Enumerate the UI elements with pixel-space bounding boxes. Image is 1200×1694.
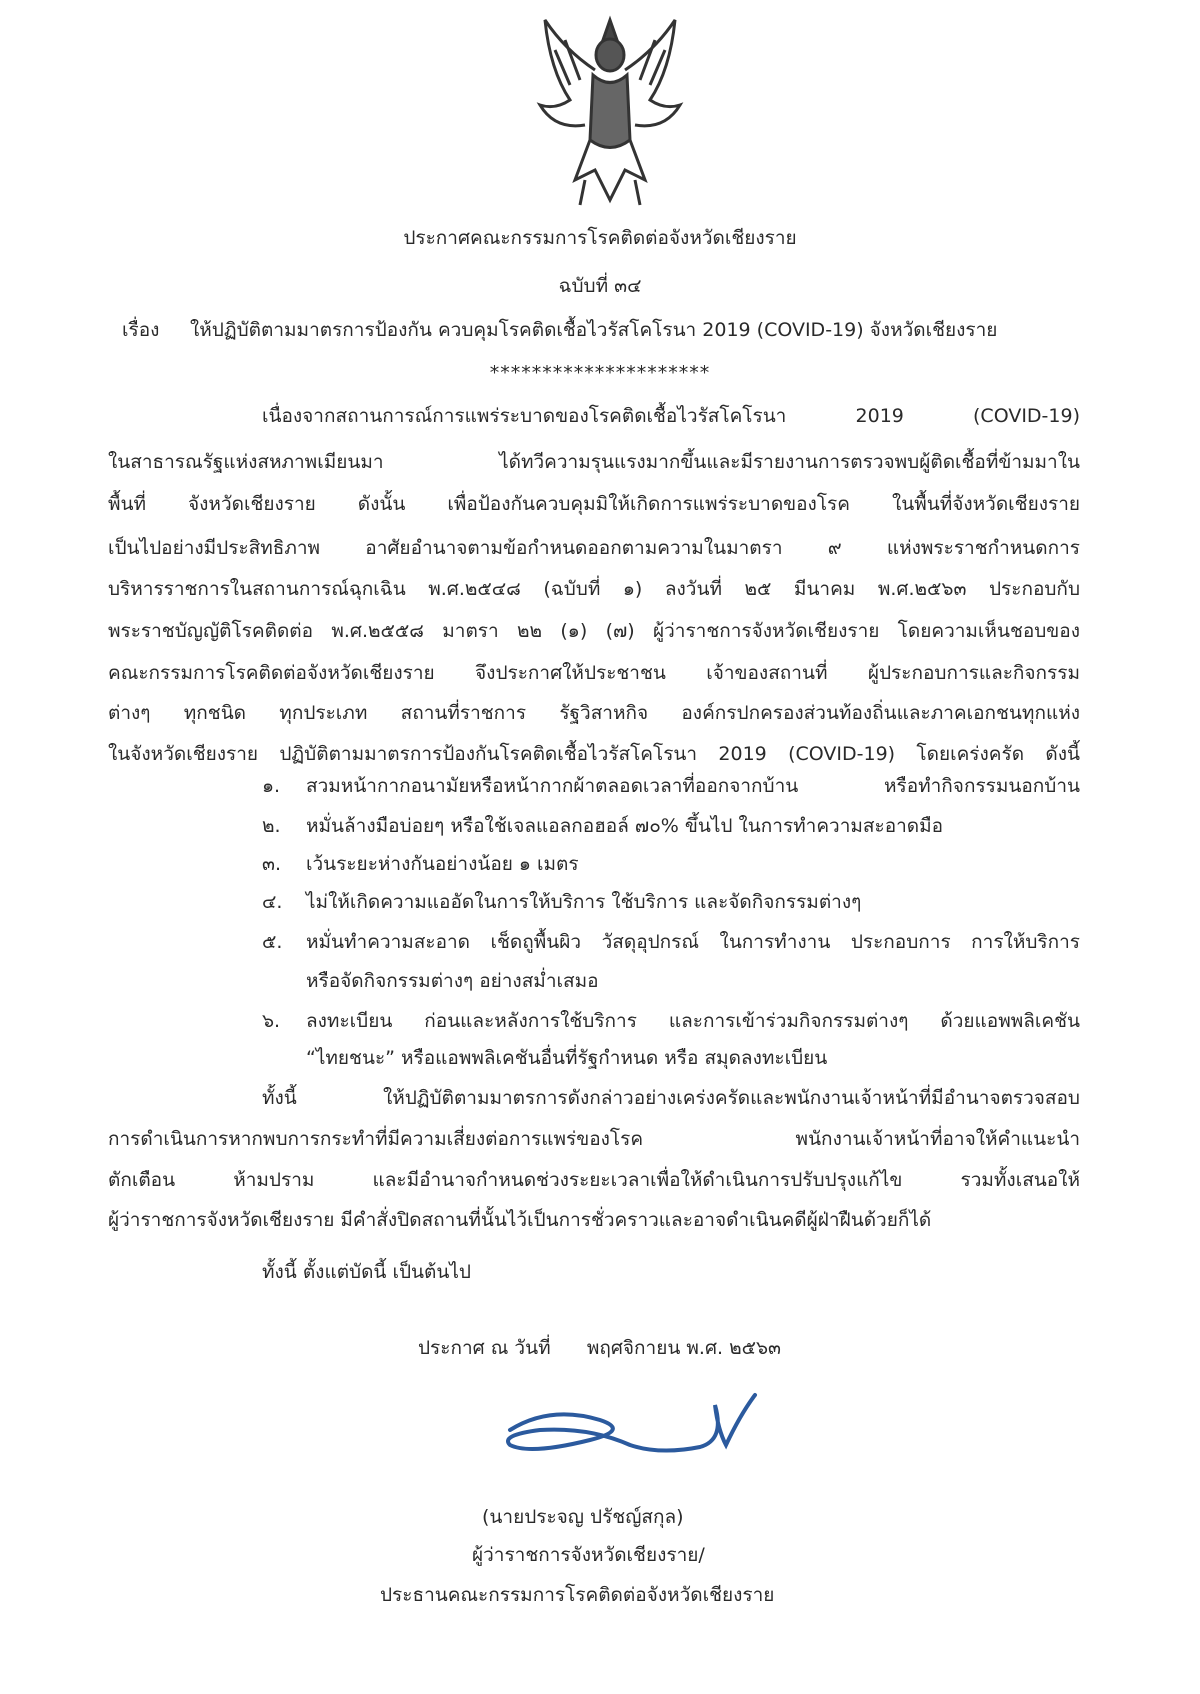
measure-text: ลงทะเบียน ก่อนและหลังการใช้บริการ และการเข้าร่วมกิจกรรมต่างๆ ด้วยแอพพลิเคชัน	[306, 1010, 1080, 1032]
subject-text: ให้ปฏิบัติตามมาตรการป้องกัน ควบคุมโรคติดเชื้อไวรัสโคโรนา 2019 (COVID-19) จังหวัดเชียงราย	[190, 319, 998, 341]
announcement-date: ประกาศ ณ วันที่ พฤศจิกายน พ.ศ. ๒๕๖๓	[418, 1337, 782, 1359]
garuda-emblem	[525, 10, 695, 210]
effective-clause: ทั้งนี้ ตั้งแต่บัดนี้ เป็นต้นไป	[262, 1261, 471, 1283]
paragraph-line: ต่างๆ ทุกชนิด ทุกประเภท สถานที่ราชการ รัฐวิสาหกิจ องค์กรปกครองส่วนท้องถิ่นและภาคเอกชนทุกแห่ง	[108, 702, 1080, 724]
measure-text: หมั่นทำความสะอาด เช็ดถูพื้นผิว วัสดุอุปกรณ์ ในการทำงาน ประกอบการ การให้บริการ	[306, 931, 1080, 953]
signatory-position: ผู้ว่าราชการจังหวัดเชียงราย/	[472, 1544, 705, 1566]
paragraph-line: คณะกรรมการโรคติดต่อจังหวัดเชียงราย จึงประกาศให้ประชาชน เจ้าของสถานที่ ผู้ประกอบการและกิจกรรม	[108, 662, 1080, 684]
measure-text: สวมหน้ากากอนามัยหรือหน้ากากผ้าตลอดเวลาที่ออกจากบ้าน หรือทำกิจกรรมนอกบ้าน	[306, 775, 1080, 797]
measure-number: ๕.	[262, 931, 283, 953]
issue-number: ฉบับที่ ๓๔	[558, 275, 642, 297]
measure-text: “ไทยชนะ” หรือแอพพลิเคชันอื่นที่รัฐกำหนด หรือ สมุดลงทะเบียน	[306, 1047, 828, 1069]
subject-label: เรื่อง	[122, 319, 160, 341]
paragraph-line: ตักเตือน ห้ามปราม และมีอำนาจกำหนดช่วงระยะเวลาเพื่อให้ดำเนินการปรับปรุงแก้ไข รวมทั้งเสนอให้	[108, 1169, 1080, 1191]
measure-number: ๓.	[262, 853, 282, 875]
measure-text: ไม่ให้เกิดความแออัดในการให้บริการ ใช้บริการ และจัดกิจกรรมต่างๆ	[306, 891, 862, 913]
announcement-title: ประกาศคณะกรรมการโรคติดต่อจังหวัดเชียงราย	[403, 227, 797, 249]
paragraph-line: ทั้งนี้ ให้ปฏิบัติตามมาตรการดังกล่าวอย่างเคร่งครัดและพนักงานเจ้าหน้าที่มีอำนาจตรวจสอบ	[262, 1087, 1080, 1109]
paragraph-line: พระราชบัญญัติโรคติดต่อ พ.ศ.๒๕๕๘ มาตรา ๒๒ (๑) (๗) ผู้ว่าราชการจังหวัดเชียงราย โดยความเห็นชอบของ	[108, 620, 1080, 642]
paragraph-line: เป็นไปอย่างมีประสิทธิภาพ อาศัยอำนาจตามข้อกำหนดออกตามความในมาตรา ๙ แห่งพระราชกำหนดการ	[108, 537, 1080, 559]
paragraph-line: ในสาธารณรัฐแห่งสหภาพเมียนมา ได้ทวีความรุนแรงมากขึ้นและมีรายงานการตรวจพบผู้ติดเชื้อที่ข้ามมาใน	[108, 451, 1080, 473]
separator: *********************	[489, 362, 711, 384]
paragraph-line: พื้นที่ จังหวัดเชียงราย ดังนั้น เพื่อป้องกันควบคุมมิให้เกิดการแพร่ระบาดของโรค ในพื้นที่จังหวัดเชียงราย	[108, 493, 1080, 515]
signatory-name: (นายประจญ ปรัชญ์สกุล)	[482, 1506, 684, 1528]
signatory-position-2: ประธานคณะกรรมการโรคติดต่อจังหวัดเชียงราย	[380, 1584, 775, 1606]
paragraph-line: เนื่องจากสถานการณ์การแพร่ระบาดของโรคติดเชื้อไวรัสโคโรนา 2019 (COVID-19)	[262, 405, 1080, 427]
measure-text: หรือจัดกิจกรรมต่างๆ อย่างสม่ำเสมอ	[306, 970, 599, 992]
measure-number: ๑.	[262, 775, 281, 797]
measure-number: ๖.	[262, 1010, 281, 1032]
measure-number: ๒.	[262, 815, 281, 837]
signature	[490, 1385, 780, 1485]
paragraph-line: บริหารราชการในสถานการณ์ฉุกเฉิน พ.ศ.๒๕๔๘ (ฉบับที่ ๑) ลงวันที่ ๒๕ มีนาคม พ.ศ.๒๕๖๓ ประกอบกับ	[108, 578, 1080, 600]
measure-text: หมั่นล้างมือบ่อยๆ หรือใช้เจลแอลกอฮอล์ ๗๐% ขึ้นไป ในการทำความสะอาดมือ	[306, 815, 944, 837]
measure-number: ๔.	[262, 891, 283, 913]
paragraph-line: ผู้ว่าราชการจังหวัดเชียงราย มีคำสั่งปิดสถานที่นั้นไว้เป็นการชั่วคราวและอาจดำเนินคดีผู้ฝ่าฝืนด้วยก็ได้	[108, 1209, 932, 1231]
paragraph-line: การดำเนินการหากพบการกระทำที่มีความเสี่ยงต่อการแพร่ของโรค พนักงานเจ้าหน้าที่อาจให้คำแนะนำ	[108, 1128, 1080, 1150]
paragraph-line: ในจังหวัดเชียงราย ปฏิบัติตามมาตรการป้องกันโรคติดเชื้อไวรัสโคโรนา 2019 (COVID-19) โดยเคร่งครัด ดังนี้	[108, 743, 1080, 765]
measure-text: เว้นระยะห่างกันอย่างน้อย ๑ เมตร	[306, 853, 579, 875]
